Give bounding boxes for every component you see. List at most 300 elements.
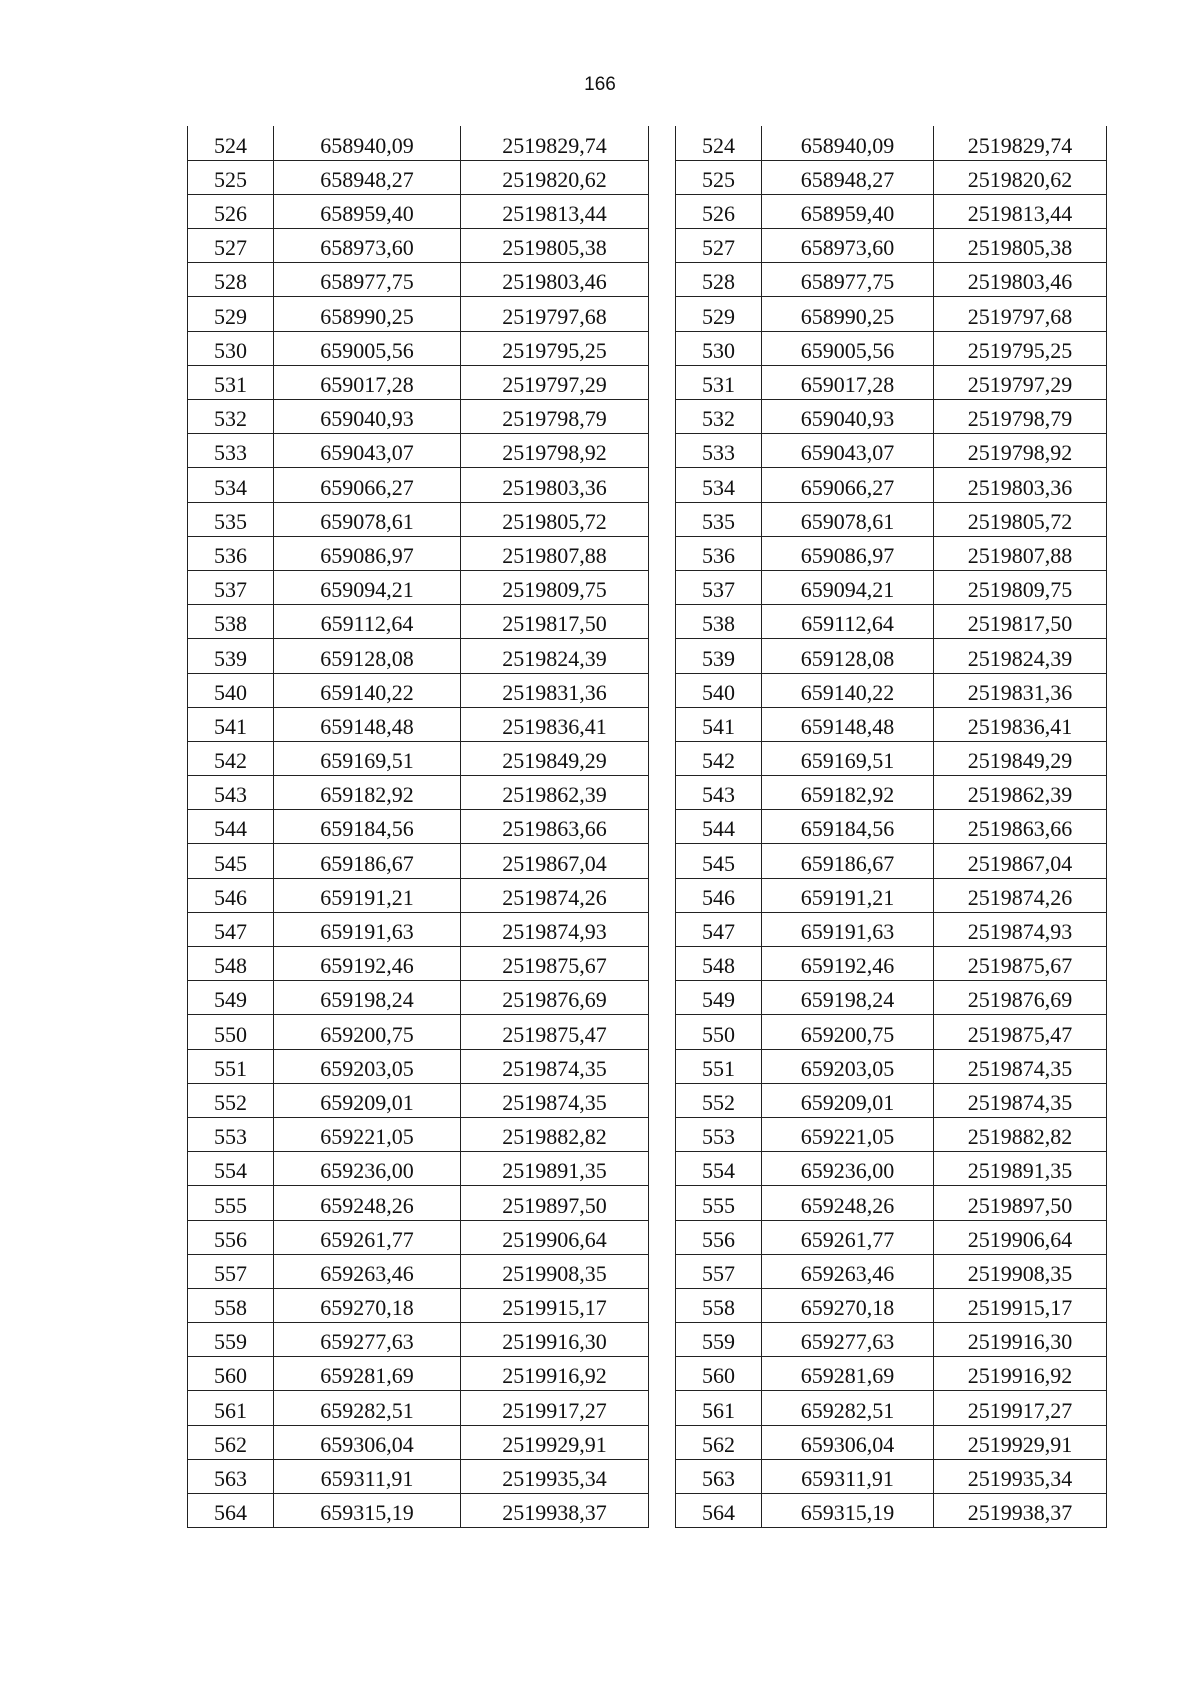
y-coordinate-cell: 2519803,46 [934, 263, 1107, 297]
table-row [188, 1494, 649, 1528]
point-number-cell: 549 [188, 981, 274, 1015]
y-coordinate-cell: 2519809,75 [461, 570, 649, 604]
x-coordinate-cell: 659043,07 [274, 434, 461, 468]
y-coordinate-cell: 2519798,79 [461, 400, 649, 434]
point-number-cell: 543 [676, 776, 762, 810]
point-number-cell: 549 [676, 981, 762, 1015]
point-number-cell: 563 [676, 1459, 762, 1493]
x-coordinate-cell: 659277,63 [762, 1323, 934, 1357]
table-row [188, 263, 649, 297]
y-coordinate-cell: 2519797,68 [461, 297, 649, 331]
y-coordinate-cell: 2519874,35 [934, 1083, 1107, 1117]
y-coordinate-cell: 2519817,50 [934, 605, 1107, 639]
table-row [188, 707, 649, 741]
table-row [188, 331, 649, 365]
y-coordinate-cell: 2519874,35 [461, 1083, 649, 1117]
y-coordinate-cell: 2519809,75 [934, 570, 1107, 604]
x-coordinate-cell: 659112,64 [274, 605, 461, 639]
table-row [676, 502, 1107, 536]
point-number-cell: 525 [188, 160, 274, 194]
x-coordinate-cell: 659040,93 [762, 400, 934, 434]
table-row [188, 194, 649, 228]
x-coordinate-cell: 659261,77 [762, 1220, 934, 1254]
table-row [188, 1288, 649, 1322]
table-row [188, 1459, 649, 1493]
y-coordinate-cell: 2519876,69 [934, 981, 1107, 1015]
y-coordinate-cell: 2519797,68 [934, 297, 1107, 331]
y-coordinate-cell: 2519938,37 [461, 1494, 649, 1528]
y-coordinate-cell: 2519798,79 [934, 400, 1107, 434]
y-coordinate-cell: 2519805,38 [461, 229, 649, 263]
y-coordinate-cell: 2519929,91 [461, 1425, 649, 1459]
point-number-cell: 552 [188, 1083, 274, 1117]
table-row [188, 434, 649, 468]
point-number-cell: 531 [188, 365, 274, 399]
y-coordinate-cell: 2519797,29 [934, 365, 1107, 399]
x-coordinate-cell: 659066,27 [762, 468, 934, 502]
x-coordinate-cell: 659043,07 [762, 434, 934, 468]
table-row [188, 536, 649, 570]
x-coordinate-cell: 659086,97 [762, 536, 934, 570]
x-coordinate-cell: 659140,22 [762, 673, 934, 707]
table-row [676, 126, 1107, 160]
x-coordinate-cell: 659263,46 [762, 1254, 934, 1288]
x-coordinate-cell: 659005,56 [762, 331, 934, 365]
point-number-cell: 534 [676, 468, 762, 502]
y-coordinate-cell: 2519897,50 [934, 1186, 1107, 1220]
point-number-cell: 533 [188, 434, 274, 468]
table-row [676, 1254, 1107, 1288]
x-coordinate-cell: 658959,40 [762, 194, 934, 228]
point-number-cell: 561 [188, 1391, 274, 1425]
x-coordinate-cell: 659140,22 [274, 673, 461, 707]
table-row [676, 434, 1107, 468]
point-number-cell: 534 [188, 468, 274, 502]
table-row [676, 1425, 1107, 1459]
y-coordinate-cell: 2519875,67 [934, 947, 1107, 981]
x-coordinate-cell: 659040,93 [274, 400, 461, 434]
x-coordinate-cell: 659169,51 [762, 741, 934, 775]
table-row [188, 229, 649, 263]
y-coordinate-cell: 2519829,74 [934, 126, 1107, 160]
point-number-cell: 547 [676, 912, 762, 946]
point-number-cell: 556 [676, 1220, 762, 1254]
table-row [188, 810, 649, 844]
x-coordinate-cell: 659186,67 [762, 844, 934, 878]
table-row [188, 1425, 649, 1459]
point-number-cell: 562 [188, 1425, 274, 1459]
table-row [188, 639, 649, 673]
table-row [188, 502, 649, 536]
table-row [676, 810, 1107, 844]
x-coordinate-cell: 658948,27 [274, 160, 461, 194]
x-coordinate-cell: 659270,18 [274, 1288, 461, 1322]
point-number-cell: 555 [188, 1186, 274, 1220]
point-number-cell: 537 [188, 570, 274, 604]
table-row [676, 673, 1107, 707]
table-row [188, 981, 649, 1015]
table-row [188, 1323, 649, 1357]
table-row [676, 1220, 1107, 1254]
table-row [188, 1015, 649, 1049]
table-row [188, 912, 649, 946]
table-row [188, 400, 649, 434]
y-coordinate-cell: 2519867,04 [934, 844, 1107, 878]
table-row [188, 1254, 649, 1288]
table-row [188, 297, 649, 331]
table-row [188, 1083, 649, 1117]
y-coordinate-cell: 2519805,38 [934, 229, 1107, 263]
y-coordinate-cell: 2519916,92 [934, 1357, 1107, 1391]
point-number-cell: 528 [676, 263, 762, 297]
table-row [188, 160, 649, 194]
point-number-cell: 526 [676, 194, 762, 228]
table-row [676, 400, 1107, 434]
table-row [188, 1391, 649, 1425]
y-coordinate-cell: 2519916,30 [461, 1323, 649, 1357]
y-coordinate-cell: 2519831,36 [934, 673, 1107, 707]
table-row [676, 331, 1107, 365]
y-coordinate-cell: 2519917,27 [461, 1391, 649, 1425]
point-number-cell: 560 [676, 1357, 762, 1391]
y-coordinate-cell: 2519803,36 [461, 468, 649, 502]
y-coordinate-cell: 2519875,47 [461, 1015, 649, 1049]
page-number: 166 [584, 74, 616, 95]
y-coordinate-cell: 2519882,82 [934, 1117, 1107, 1151]
y-coordinate-cell: 2519797,29 [461, 365, 649, 399]
point-number-cell: 555 [676, 1186, 762, 1220]
y-coordinate-cell: 2519891,35 [461, 1152, 649, 1186]
y-coordinate-cell: 2519807,88 [461, 536, 649, 570]
y-coordinate-cell: 2519874,93 [461, 912, 649, 946]
y-coordinate-cell: 2519798,92 [934, 434, 1107, 468]
y-coordinate-cell: 2519849,29 [934, 741, 1107, 775]
table-row [676, 844, 1107, 878]
y-coordinate-cell: 2519916,92 [461, 1357, 649, 1391]
x-coordinate-cell: 658973,60 [762, 229, 934, 263]
table-row [676, 194, 1107, 228]
x-coordinate-cell: 659315,19 [274, 1494, 461, 1528]
table-row [188, 844, 649, 878]
point-number-cell: 548 [188, 947, 274, 981]
x-coordinate-cell: 659017,28 [762, 365, 934, 399]
point-number-cell: 542 [188, 741, 274, 775]
y-coordinate-cell: 2519805,72 [461, 502, 649, 536]
y-coordinate-cell: 2519824,39 [461, 639, 649, 673]
y-coordinate-cell: 2519908,35 [461, 1254, 649, 1288]
x-coordinate-cell: 659192,46 [762, 947, 934, 981]
x-coordinate-cell: 659281,69 [762, 1357, 934, 1391]
y-coordinate-cell: 2519935,34 [461, 1459, 649, 1493]
point-number-cell: 535 [676, 502, 762, 536]
table-row [188, 1117, 649, 1151]
point-number-cell: 556 [188, 1220, 274, 1254]
point-number-cell: 536 [676, 536, 762, 570]
table-row [676, 1152, 1107, 1186]
y-coordinate-cell: 2519803,46 [461, 263, 649, 297]
x-coordinate-cell: 659248,26 [274, 1186, 461, 1220]
x-coordinate-cell: 659066,27 [274, 468, 461, 502]
x-coordinate-cell: 658990,25 [762, 297, 934, 331]
point-number-cell: 563 [188, 1459, 274, 1493]
y-coordinate-cell: 2519876,69 [461, 981, 649, 1015]
table-row [188, 947, 649, 981]
table-row [676, 947, 1107, 981]
point-number-cell: 545 [188, 844, 274, 878]
x-coordinate-cell: 658973,60 [274, 229, 461, 263]
table-row [676, 1083, 1107, 1117]
point-number-cell: 558 [188, 1288, 274, 1322]
x-coordinate-cell: 659236,00 [274, 1152, 461, 1186]
point-number-cell: 550 [188, 1015, 274, 1049]
point-number-cell: 531 [676, 365, 762, 399]
y-coordinate-cell: 2519874,26 [461, 878, 649, 912]
point-number-cell: 540 [676, 673, 762, 707]
x-coordinate-cell: 659128,08 [274, 639, 461, 673]
y-coordinate-cell: 2519862,39 [934, 776, 1107, 810]
point-number-cell: 529 [676, 297, 762, 331]
y-coordinate-cell: 2519849,29 [461, 741, 649, 775]
table-row [676, 981, 1107, 1015]
point-number-cell: 558 [676, 1288, 762, 1322]
table-row [676, 297, 1107, 331]
x-coordinate-cell: 659128,08 [762, 639, 934, 673]
y-coordinate-cell: 2519862,39 [461, 776, 649, 810]
table-row [188, 605, 649, 639]
table-row [188, 365, 649, 399]
x-coordinate-cell: 659191,21 [274, 878, 461, 912]
table-row [676, 160, 1107, 194]
table-row [676, 1049, 1107, 1083]
table-row [676, 1323, 1107, 1357]
y-coordinate-cell: 2519891,35 [934, 1152, 1107, 1186]
x-coordinate-cell: 659184,56 [762, 810, 934, 844]
point-number-cell: 547 [188, 912, 274, 946]
x-coordinate-cell: 659112,64 [762, 605, 934, 639]
x-coordinate-cell: 659209,01 [274, 1083, 461, 1117]
point-number-cell: 524 [676, 126, 762, 160]
x-coordinate-cell: 659282,51 [762, 1391, 934, 1425]
x-coordinate-cell: 659086,97 [274, 536, 461, 570]
x-coordinate-cell: 659184,56 [274, 810, 461, 844]
table-row [188, 126, 649, 160]
x-coordinate-cell: 659248,26 [762, 1186, 934, 1220]
x-coordinate-cell: 659200,75 [274, 1015, 461, 1049]
y-coordinate-cell: 2519908,35 [934, 1254, 1107, 1288]
table-row [676, 605, 1107, 639]
y-coordinate-cell: 2519897,50 [461, 1186, 649, 1220]
point-number-cell: 535 [188, 502, 274, 536]
point-number-cell: 525 [676, 160, 762, 194]
x-coordinate-cell: 659306,04 [274, 1425, 461, 1459]
y-coordinate-cell: 2519929,91 [934, 1425, 1107, 1459]
x-coordinate-cell: 659261,77 [274, 1220, 461, 1254]
x-coordinate-cell: 659094,21 [762, 570, 934, 604]
table-row [676, 1186, 1107, 1220]
table-row [676, 1288, 1107, 1322]
y-coordinate-cell: 2519820,62 [934, 160, 1107, 194]
point-number-cell: 543 [188, 776, 274, 810]
table-row [188, 1152, 649, 1186]
x-coordinate-cell: 659203,05 [762, 1049, 934, 1083]
coordinates-table-right [675, 126, 1107, 1528]
x-coordinate-cell: 659191,63 [274, 912, 461, 946]
point-number-cell: 537 [676, 570, 762, 604]
x-coordinate-cell: 659017,28 [274, 365, 461, 399]
point-number-cell: 552 [676, 1083, 762, 1117]
y-coordinate-cell: 2519906,64 [461, 1220, 649, 1254]
y-coordinate-cell: 2519807,88 [934, 536, 1107, 570]
x-coordinate-cell: 659311,91 [762, 1459, 934, 1493]
table-row [676, 1357, 1107, 1391]
point-number-cell: 546 [188, 878, 274, 912]
x-coordinate-cell: 659311,91 [274, 1459, 461, 1493]
table-row [188, 878, 649, 912]
x-coordinate-cell: 659169,51 [274, 741, 461, 775]
table-row [188, 1220, 649, 1254]
point-number-cell: 559 [188, 1323, 274, 1357]
point-number-cell: 532 [676, 400, 762, 434]
y-coordinate-cell: 2519874,26 [934, 878, 1107, 912]
point-number-cell: 564 [676, 1494, 762, 1528]
y-coordinate-cell: 2519820,62 [461, 160, 649, 194]
point-number-cell: 540 [188, 673, 274, 707]
point-number-cell: 551 [676, 1049, 762, 1083]
point-number-cell: 530 [676, 331, 762, 365]
x-coordinate-cell: 659203,05 [274, 1049, 461, 1083]
x-coordinate-cell: 659221,05 [762, 1117, 934, 1151]
table-row [188, 741, 649, 775]
point-number-cell: 557 [188, 1254, 274, 1288]
x-coordinate-cell: 659182,92 [274, 776, 461, 810]
x-coordinate-cell: 659182,92 [762, 776, 934, 810]
y-coordinate-cell: 2519917,27 [934, 1391, 1107, 1425]
table-row [676, 1015, 1107, 1049]
point-number-cell: 542 [676, 741, 762, 775]
x-coordinate-cell: 658959,40 [274, 194, 461, 228]
point-number-cell: 541 [188, 707, 274, 741]
table-row [676, 468, 1107, 502]
x-coordinate-cell: 659078,61 [762, 502, 934, 536]
x-coordinate-cell: 659263,46 [274, 1254, 461, 1288]
x-coordinate-cell: 659078,61 [274, 502, 461, 536]
x-coordinate-cell: 659186,67 [274, 844, 461, 878]
x-coordinate-cell: 659282,51 [274, 1391, 461, 1425]
y-coordinate-cell: 2519824,39 [934, 639, 1107, 673]
y-coordinate-cell: 2519874,93 [934, 912, 1107, 946]
x-coordinate-cell: 658940,09 [274, 126, 461, 160]
point-number-cell: 526 [188, 194, 274, 228]
y-coordinate-cell: 2519813,44 [934, 194, 1107, 228]
point-number-cell: 554 [676, 1152, 762, 1186]
table-row [676, 536, 1107, 570]
x-coordinate-cell: 659191,63 [762, 912, 934, 946]
table-row [676, 741, 1107, 775]
table-body [188, 126, 649, 1528]
x-coordinate-cell: 659277,63 [274, 1323, 461, 1357]
y-coordinate-cell: 2519938,37 [934, 1494, 1107, 1528]
table-row [676, 878, 1107, 912]
x-coordinate-cell: 659236,00 [762, 1152, 934, 1186]
y-coordinate-cell: 2519874,35 [934, 1049, 1107, 1083]
y-coordinate-cell: 2519935,34 [934, 1459, 1107, 1493]
x-coordinate-cell: 659221,05 [274, 1117, 461, 1151]
point-number-cell: 560 [188, 1357, 274, 1391]
y-coordinate-cell: 2519836,41 [934, 707, 1107, 741]
x-coordinate-cell: 658977,75 [274, 263, 461, 297]
point-number-cell: 533 [676, 434, 762, 468]
y-coordinate-cell: 2519915,17 [461, 1288, 649, 1322]
point-number-cell: 554 [188, 1152, 274, 1186]
point-number-cell: 527 [676, 229, 762, 263]
table-row [188, 1186, 649, 1220]
y-coordinate-cell: 2519836,41 [461, 707, 649, 741]
y-coordinate-cell: 2519875,67 [461, 947, 649, 981]
y-coordinate-cell: 2519874,35 [461, 1049, 649, 1083]
point-number-cell: 562 [676, 1425, 762, 1459]
x-coordinate-cell: 659192,46 [274, 947, 461, 981]
x-coordinate-cell: 659200,75 [762, 1015, 934, 1049]
table-row [676, 365, 1107, 399]
x-coordinate-cell: 659209,01 [762, 1083, 934, 1117]
table-row [676, 639, 1107, 673]
table-row [188, 570, 649, 604]
table-row [676, 1391, 1107, 1425]
y-coordinate-cell: 2519831,36 [461, 673, 649, 707]
y-coordinate-cell: 2519798,92 [461, 434, 649, 468]
table-row [676, 570, 1107, 604]
point-number-cell: 539 [676, 639, 762, 673]
point-number-cell: 538 [676, 605, 762, 639]
point-number-cell: 539 [188, 639, 274, 673]
table-row [676, 912, 1107, 946]
point-number-cell: 551 [188, 1049, 274, 1083]
x-coordinate-cell: 658990,25 [274, 297, 461, 331]
point-number-cell: 529 [188, 297, 274, 331]
x-coordinate-cell: 659198,24 [762, 981, 934, 1015]
x-coordinate-cell: 659270,18 [762, 1288, 934, 1322]
table-row [188, 468, 649, 502]
x-coordinate-cell: 659191,21 [762, 878, 934, 912]
y-coordinate-cell: 2519817,50 [461, 605, 649, 639]
y-coordinate-cell: 2519803,36 [934, 468, 1107, 502]
point-number-cell: 546 [676, 878, 762, 912]
y-coordinate-cell: 2519916,30 [934, 1323, 1107, 1357]
y-coordinate-cell: 2519795,25 [461, 331, 649, 365]
point-number-cell: 538 [188, 605, 274, 639]
point-number-cell: 548 [676, 947, 762, 981]
y-coordinate-cell: 2519867,04 [461, 844, 649, 878]
y-coordinate-cell: 2519805,72 [934, 502, 1107, 536]
x-coordinate-cell: 659148,48 [274, 707, 461, 741]
table-row [676, 776, 1107, 810]
point-number-cell: 530 [188, 331, 274, 365]
table-row [676, 707, 1107, 741]
point-number-cell: 544 [188, 810, 274, 844]
x-coordinate-cell: 659306,04 [762, 1425, 934, 1459]
table-row [676, 1459, 1107, 1493]
y-coordinate-cell: 2519875,47 [934, 1015, 1107, 1049]
table-row [188, 1049, 649, 1083]
y-coordinate-cell: 2519813,44 [461, 194, 649, 228]
y-coordinate-cell: 2519906,64 [934, 1220, 1107, 1254]
point-number-cell: 559 [676, 1323, 762, 1357]
point-number-cell: 550 [676, 1015, 762, 1049]
point-number-cell: 544 [676, 810, 762, 844]
x-coordinate-cell: 659148,48 [762, 707, 934, 741]
point-number-cell: 553 [676, 1117, 762, 1151]
point-number-cell: 545 [676, 844, 762, 878]
